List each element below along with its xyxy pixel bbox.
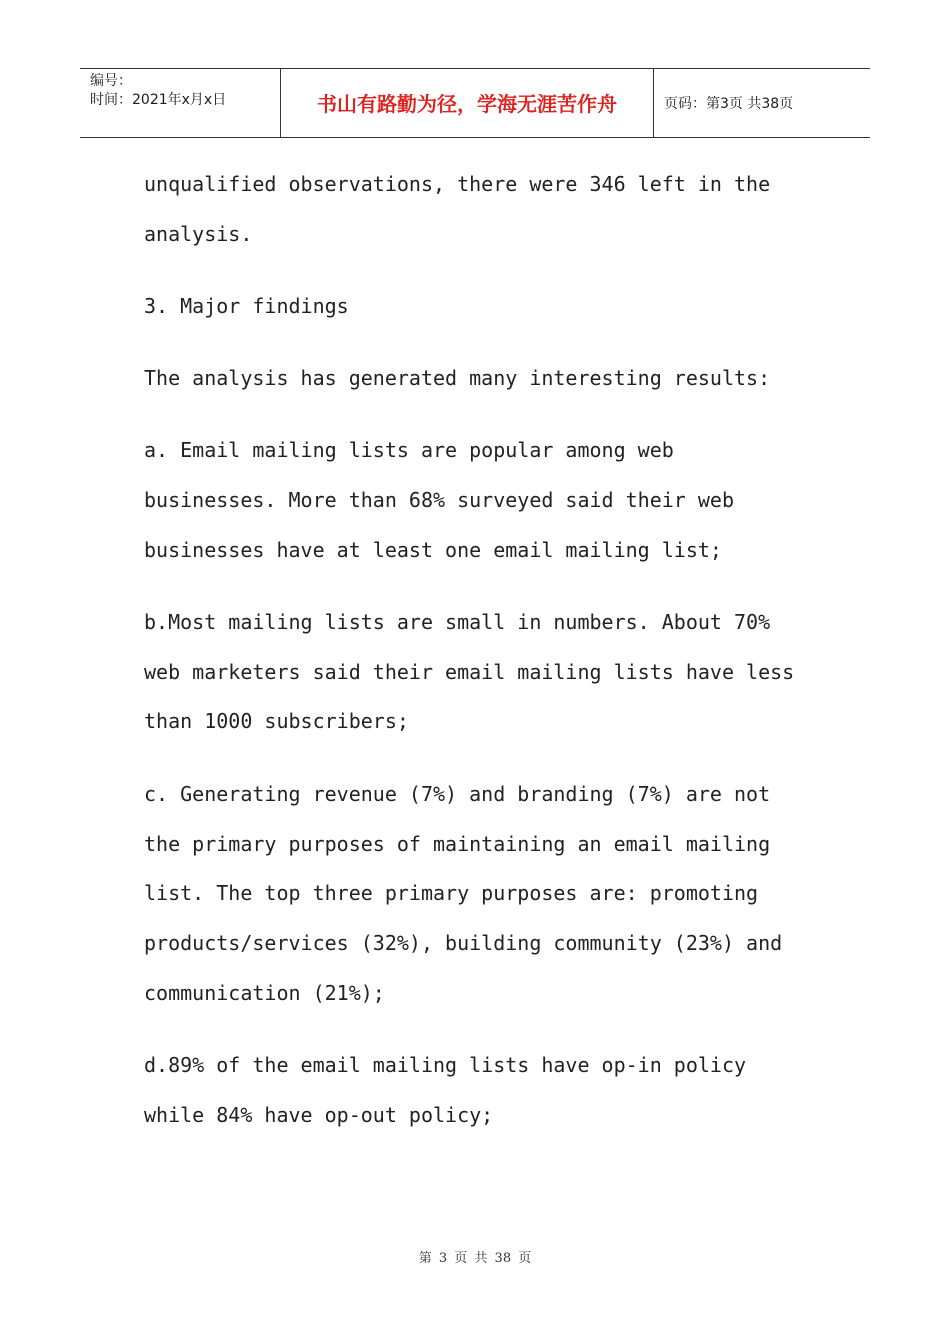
- document-number-label: 编号：: [90, 73, 132, 89]
- header-page-info: 页码：第3页 共38页: [664, 96, 794, 112]
- body-line: analysis.: [144, 222, 253, 246]
- body-line: while 84% have op-out policy;: [144, 1103, 494, 1127]
- header-motto: 书山有路勤为径，学海无涯苦作舟: [317, 92, 617, 116]
- body-line: b.Most mailing lists are small in numbers. About 70%: [144, 610, 771, 634]
- body-line: unqualified observations, there were 346 left in the: [144, 172, 771, 196]
- body-line: a. Email mailing lists are popular among web: [144, 438, 674, 462]
- header-meta-cell: [80, 69, 281, 137]
- body-line: The analysis has generated many interesting results:: [144, 366, 771, 390]
- body-line: list. The top three primary purposes are: promoting: [144, 881, 759, 905]
- body-line: products/services (32%), building community (23%) and: [144, 931, 783, 955]
- body-line: businesses. More than 68% surveyed said their web: [144, 488, 735, 512]
- body-line: d.89% of the email mailing lists have op-in policy: [144, 1053, 747, 1077]
- body-line: than 1000 subscribers;: [144, 709, 409, 733]
- header-motto-cell: [281, 69, 654, 137]
- section-heading: 3. Major findings: [144, 294, 349, 318]
- page-footer: 第 3 页 共 38 页: [418, 1251, 532, 1266]
- body-line: web marketers said their email mailing lists have less: [144, 660, 795, 684]
- page-header: [80, 68, 870, 138]
- body-line: c. Generating revenue (7%) and branding (7%) are not: [144, 782, 771, 806]
- body-line: the primary purposes of maintaining an email mailing: [144, 832, 771, 856]
- body-line: businesses have at least one email mailing list;: [144, 538, 722, 562]
- body-line: communication (21%);: [144, 981, 385, 1005]
- header-page-cell: [654, 69, 870, 137]
- document-time-label: 时间：2021年x月x日: [90, 92, 227, 108]
